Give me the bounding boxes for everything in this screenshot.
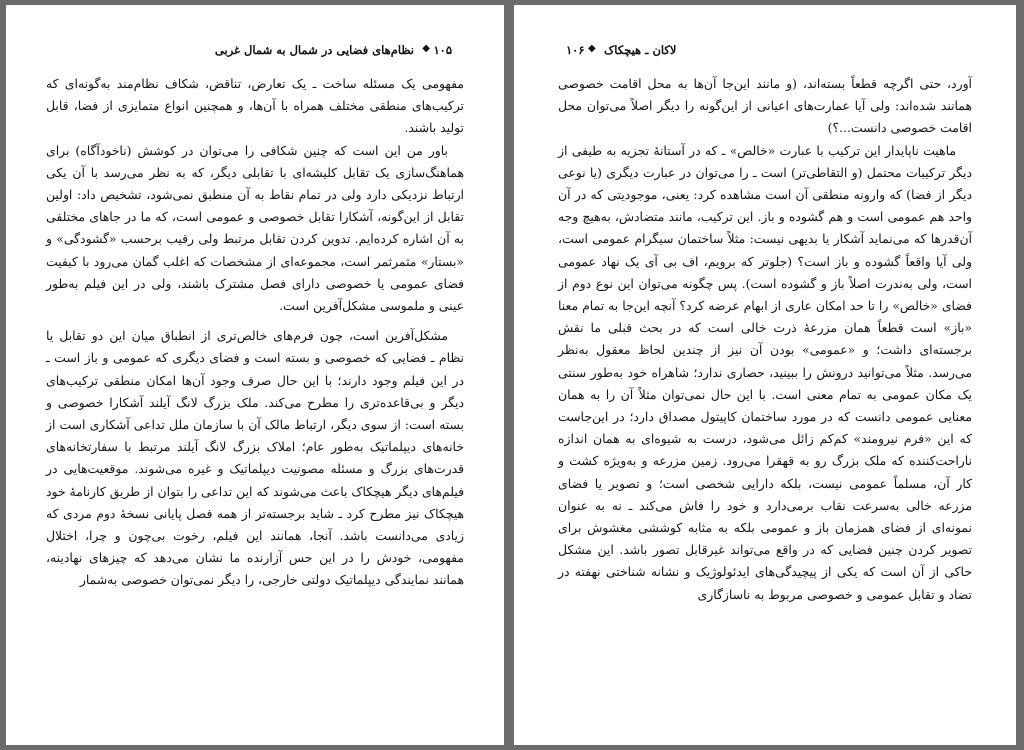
right-page-number: ۱۰۶ — [566, 43, 585, 57]
right-paragraph-2: ماهیت ناپایدار این ترکیب با عبارت «خالص» ـ که در آستانهٔ تجزیه به طیفی از دیگر ترکیبات محتمل (و التقاطی‌تر) است ـ را می‌توان در عبارت دیگری (یا نوعی دیگر از فضا) که وارونه منطقی آن است مشاهده کرد: یعنی، موجودیتی که در آن واحد هم عمومی است و هم گشوده و باز. این ترکیب، مانند متضادش، به‌هیچ وجه آن‌قدرها که می‌نماید آشکار یا بدیهی نیست: مثلاً ساختمان سیگرام عمومی است، ولی آیا واقعاً گشوده و باز است؟ (جلوتر که برویم، اف بی آی یک نهاد عمومی است، ولی به‌ندرت اصلاً باز و گشوده است). پس چگونه می‌توان این نوع دوم از فضای «خالص» را تا حد امکان عاری از ابهام عرضه کرد؟ آنچه این‌جا به تمام معنا «باز» است قطعاً همان مزرعهٔ ذرت خالی است که در بحث قبلی ما نقش برجسته‌ای داشت؛ و «عمومی» بودن آن نیز از چندین لحاظ معقول به‌نظر می‌رسد. مثلاً می‌توانید درونش را ببینید، حصاری ندارد؛ شاهراه خود به‌طور سنتی یک مکان عمومی به تمام معنی است. با این حال نمی‌توان مثلاً آن را به همان معنایی عمومی دانست که در مورد ساختمان کاپیتول مصداق دارد؛ در این‌جاست که این «فرم نیرومند» کم‌کم زائل می‌شود، درست به شیوه‌ای به همان اندازه ناراحت‌کننده که ملک بزرگ رو به قهقرا می‌رود. زمین مزرعه و به‌ویژه کشت و کار آن، مسلماً عمومی نیست، بلکه دارایی شخصی است؛ و تصویر یا فضای مزرعه خالی به‌سرعت نقاب برمی‌دارد و خود را فاش می‌کند ـ نه به عنوان نمونه‌ای از فضای همزمان باز و عمومی بلکه به مثابه کوششی مغشوش برای تصویر کردن چنین فضایی که در واقع می‌تواند غیرقابل تصور باشد. این مشکل حاکی از آن است که یکی از پیچیدگی‌های ایدئولوژیک و نشانه شناختی نهفته در تضاد و تقابل عمومی و خصوصی مربوط به ناسازگاری — [558, 142, 972, 602]
right-page — [514, 5, 1016, 745]
right-page-header — [566, 43, 964, 61]
diamond-ornament-icon: ◆ — [588, 43, 596, 54]
right-page-running-title: لاکان ـ هیچکاک — [604, 43, 677, 57]
left-page-header — [58, 43, 452, 61]
left-paragraph-1: مفهومی یک مسئله ساخت ـ یک تعارض، تناقض، شکاف نظام‌مند به‌گونه‌ای که ترکیب‌های منطقی مختلف همراه با آن‌ها، و همچنین انواع متمایزی از فضا، قابل تولید باشند. — [46, 76, 464, 136]
left-page-number: ۱۰۵ — [433, 43, 452, 57]
left-paragraph-2: باور من این است که چنین شکافی را می‌توان در کوشش (ناخودآگاه) برای هماهنگ‌سازی یک تقابل کلیشه‌ای با تقابلی دیگر، که به نظر می‌رسد با آن یکی ارتباط نزدیکی دارد ولی در تمام نقاط به آن منطبق نمی‌شود، تشخیص داد: اولین تقابل از این‌گونه، آشکارا تقابل خصوصی و عمومی است، که ما در جاهای مختلفی به آن اشاره کرده‌ایم. تدوین کردن تقابل مرتبط ولی رقیب برحسب «گشودگی» و «بستار» مثمرثمر است، مجموعه‌ای از مشخصات که اغلب گمان می‌رود با کیفیت فضای عمومی یا خصوصی دارای فصل مشترک باشند، ولی در این فیلم به‌طور عینی و ملموسی مشکل‌آفرین است. — [46, 142, 464, 314]
right-page-body — [558, 73, 972, 606]
diamond-ornament-icon: ◆ — [422, 43, 430, 54]
left-page-body — [46, 73, 464, 592]
right-paragraph-1: آورد، حتی اگرچه قطعاً بسته‌اند، (و مانند این‌جا آن‌ها به محل اقامت خصوصی همانند شده‌اند: ولی آیا عمارت‌های اعیانی از این‌گونه را دیگر اصلاً می‌توان محل اقامت خصوصی دانست...؟) — [558, 76, 972, 136]
left-paragraph-3: مشکل‌آفرین است، چون فرم‌های خالص‌تری از انطباق میان این دو تقابل یا نظام ـ فضایی که خصوصی و بسته است و فضای دیگری که عمومی و باز است ـ در این فیلم وجود دارند؛ با این حال صرف وجود آن‌ها امکان منطقی ترکیب‌های دیگر و بی‌قاعده‌تری را مطرح می‌کند. ملک بزرگ لانگ آیلند آشکارا خصوصی و بسته است: از سوی دیگر، ارتباط مالک آن با سازمان ملل تداعی آشکاری است از خانه‌های دیپلماتیک به‌طور عام؛ املاک بزرگ لانگ آیلند مرتبط با سفارتخانه‌های قدرت‌های بزرگ و مسئله مصونیت دیپلماتیک و غیره می‌شوند. موقعیت‌هایی در فیلم‌های دیگر هیچکاک باعث می‌شوند که این تداعی را بتوان از طریق کارنامهٔ خود هیچکاک نیز مطرح کرد ـ شاید برجسته‌تر از همه فصل پایانی نسخهٔ دوم مردی که زیادی می‌دانست باشد. آنجا، همانند این فیلم، رخوت بی‌چون و چرا، اختلال مفهومی، خودش را در این حس آزارنده ما نشان می‌دهد که چیزهای نهادینه، همانند نمایندگی دیپلماتیک دولتی خارجی، را دیگر نمی‌توان خصوصی به‌شمار — [46, 328, 464, 588]
left-page — [6, 5, 504, 745]
left-page-running-title: نظام‌های فضایی در شمال به شمال غربی — [214, 43, 414, 57]
